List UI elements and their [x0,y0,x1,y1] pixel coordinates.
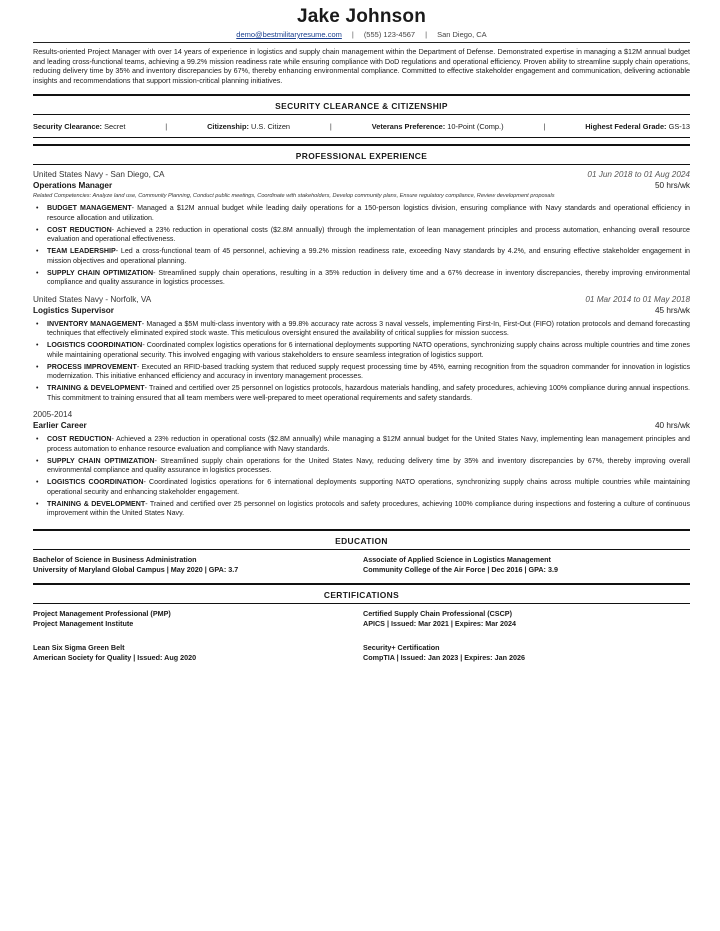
bullet-text: - Coordinated complex logistics operations for 6 international deployments supporting NATO operations, synchronizing supply chains across multiple countries and time zones while maintaining operational security. This involved engaging with various stakeholders to ensure seamless integration of logistics support. [47,341,690,359]
phone-number: (555) 123-4567 [363,30,416,39]
job-hours: 50 hrs/wk [654,181,690,191]
bullet-heading: INVENTORY MANAGEMENT [47,319,142,328]
job-title-row [33,305,690,316]
certification-entry: Certified Supply Chain Professional (CSCP) APICS | Issued: Mar 2021 | Expires: Mar 2024 [363,608,517,628]
job-title: Operations Manager [33,181,113,191]
list-item [47,457,690,476]
bullet-heading: BUDGET MANAGEMENT [47,204,132,213]
list-item [47,435,690,454]
email-link[interactable]: demo@bestmilitaryresume.com [236,30,342,39]
section-heading-education: EDUCATION [33,529,690,550]
list-item [47,478,690,497]
bullet-text: - Streamlined supply chain operations for the United States Navy, reducing delivery time by 35% and inventory discrepancies by 67%, thereby improving overall environmental compliance and quality assurance in logistics processes. [47,456,690,475]
candidate-name: Jake Johnson [296,6,427,27]
list-item [47,269,690,288]
clearance-row [33,115,690,138]
job-competencies: Related Competencies: Analyze land use, Community Planning, Conduct public meetings, Coordinate with stakeholders, Develop community plans, Ensure regulatory compliance, Review development proposals [33,193,555,200]
contact-line [33,30,690,40]
job-entry [33,409,690,519]
bullet-heading: LOGISTICS COORDINATION [47,478,144,487]
job-entry [33,169,690,288]
job-dates: 01 Mar 2014 to 01 May 2018 [585,294,690,304]
list-item [47,247,690,266]
list-item [47,320,690,339]
list-item [47,226,690,245]
education-list [33,555,690,581]
bullet-text: - Managed a $12M annual budget while leading daily operations for a 150-person logistics division, ensuring compliance with Navy standards and operational efficiency in resource allocation and utilization. [47,204,690,222]
list-item [47,363,690,382]
section-heading-experience: PROFESSIONAL EXPERIENCE [33,144,690,165]
job-entry [33,294,690,404]
bullet-text: - Trained and certified over 25 personnel on logistics protocols and safety procedures, achieving 100% compliance during inspections and fostering a culture of continuous improvement within the United States Navy. [47,499,690,518]
job-title-row [33,420,690,431]
clearance-item: Security Clearance: Secret [33,122,126,132]
job-bullets [33,204,690,288]
list-item [47,384,690,403]
job-bullets [33,320,690,404]
job-organization: United States Navy - San Diego, CA [33,170,165,180]
bullet-text: - Coordinated logistics operations for 6 international deployments supporting NATO operations, synchronizing supply chains across multiple countries while maintaining operational security and enhancing stakeholder engagement. [47,478,690,496]
bullet-text: - Managed a $5M multi-class inventory with a 99.8% accuracy rate across 3 naval vessels, implementing First-In, First-Out (FIFO) rotation protocols and demand forecasting techniques that effectively eliminated expired stock waste. This meticulous oversight ensured the availability of critical supplies for mission success. [47,319,690,338]
bullet-heading: PROCESS IMPROVEMENT [47,362,137,371]
job-dates: 01 Jun 2018 to 01 Aug 2024 [587,170,690,180]
bullet-heading: SUPPLY CHAIN OPTIMIZATION [47,456,155,465]
bullet-heading: TRAINING & DEVELOPMENT [47,384,145,393]
certification-entry: Lean Six Sigma Green Belt American Society for Quality | Issued: Aug 2020 [33,642,197,662]
job-organization: United States Navy - Norfolk, VA [33,294,152,304]
section-heading-certifications: CERTIFICATIONS [33,583,690,604]
bullet-text: - Executed an RFID-based tracking system that reduced supply request processing time by 45%, earning recognition from the squadron commander for innovation in logistics modernization. This initiative enhanced efficiency and accuracy in inventory management processes. [47,362,690,381]
certification-entry: Project Management Professional (PMP) Project Management Institute [33,608,171,628]
bullet-text: - Trained and certified over 25 personnel on logistics protocols, hazardous materials handling, and safety procedures, achieving 100% compliance during annual inspections. This commitment to training ensured that all team members were well-prepared to meet operational requirements and safety standards. [47,384,690,402]
bullet-heading: TEAM LEADERSHIP [47,247,116,256]
job-title: Logistics Supervisor [33,305,114,315]
federal-grade-item: Highest Federal Grade: GS-13 [585,122,690,132]
job-hours: 45 hrs/wk [654,305,690,315]
citizenship-item: Citizenship: U.S. Citizen [207,122,291,132]
bullet-heading: SUPPLY CHAIN OPTIMIZATION [47,268,154,277]
location: San Diego, CA [437,30,487,39]
bullet-heading: LOGISTICS COORDINATION [47,341,143,350]
clearance-separator: | [329,122,332,132]
veterans-preference-item: Veterans Preference: 10-Point (Comp.) [371,122,504,132]
section-heading-clearance: SECURITY CLEARANCE & CITIZENSHIP [33,94,690,115]
education-entry: Bachelor of Science in Business Administration University of Maryland Global Campus | May 2020 | GPA: 3.7 [33,554,239,574]
certification-entry: Security+ Certification CompTIA | Issued: Jan 2023 | Expires: Jan 2026 [363,642,525,662]
job-bullets [33,435,690,519]
list-item [47,341,690,360]
bullet-heading: COST REDUCTION [47,225,112,234]
contact-separator: | [351,30,354,39]
experience-list [33,169,690,519]
bullet-text: - Achieved a 23% reduction in operational costs ($2.8M annually) through the implementation of lean management principles and process automation, enhancing overall resource evaluation and operational effectiveness. [47,225,690,244]
list-item [47,204,690,223]
job-org-row [33,169,690,180]
job-org-row [33,409,690,420]
education-entry: Associate of Applied Science in Logistics Management Community College of the Air Force | Dec 2016 | GPA: 3.9 [363,554,558,574]
professional-summary: Results-oriented Project Manager with over 14 years of experience in logistics and supply chain management within the Department of Defense. Demonstrated expertise in managing a $12M annual budget and leading cross-functional teams, achieving a 99.2% mission readiness rate while ensuring compliance with DoD regulations and operational efficiency. Proven ability to streamline supply chain operations, reducing delivery time by 35% and inventory discrepancies by 67%, thereby enhancing environmental compliance. Committed to effective stakeholder engagement and communication, delivering actionable insights and recommendations that support mission-critical planning initiatives. [33,47,690,85]
job-title: Earlier Career [33,421,87,431]
clearance-separator: | [543,122,546,132]
contact-separator: | [425,30,428,39]
bullet-heading: COST REDUCTION [47,435,112,444]
bullet-text: - Achieved a 23% reduction in operational costs ($2.8M annually) while managing a $12M annual budget for the United States Navy, implementing lean management principles and process automation to enhance resource evaluation and compliance with Navy standards. [47,435,690,453]
job-organization: 2005-2014 [33,410,73,420]
bullet-text: - Streamlined supply chain operations, resulting in a 35% reduction in delivery time and a 67% decrease in inventory discrepancies, thereby improving environmental compliance and quality assurance in logistics processes. [47,268,690,287]
clearance-separator: | [165,122,168,132]
list-item [47,500,690,519]
bullet-text: - Led a cross-functional team of 45 personnel, achieving a 99.2% mission readiness rate, exceeding Navy standards by 4.2%, and ensuring effective stakeholder engagement in mission objectives and operational planning. [47,247,690,265]
certifications-list [33,609,690,669]
job-title-row [33,180,690,191]
bullet-heading: TRAINING & DEVELOPMENT [47,499,146,508]
job-org-row [33,294,690,305]
job-hours: 40 hrs/wk [654,421,690,431]
header-divider [33,42,690,43]
